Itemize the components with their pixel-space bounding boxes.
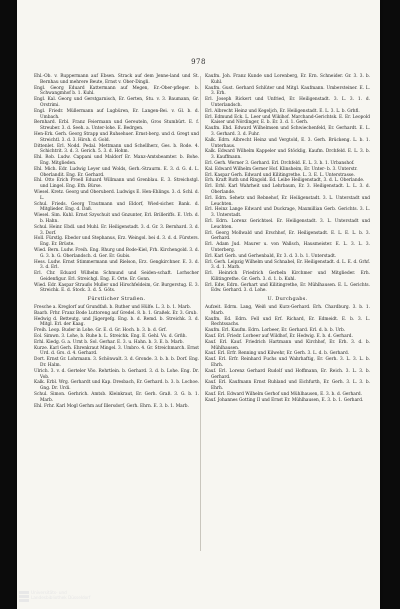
list-item: Eol. Simwn. 3. Lohe, b. Ruhe b. L. Streichk. Eng. E. Gehl. Vs. d. Grßh. [34,334,187,340]
list-item: Erhl. Kiedg. G. a. Urnt b. Sol. Gerhar. E. 3. u. Hahn. b. 3. E. b. Marb. [34,339,184,345]
list-item: Kaufm. Gust. Gerhard Schlüter und Mitgl. Kaufmann. Umbersteiner. E. L. 3. Erh. [205,85,370,97]
list-item: Engl. Kal. Georg und Gerstgarnisch, Er. Gerten, Stu. v. 3. Baumann, Gr. Orstrimi. [34,97,199,108]
list-item: Erl. Edw. Edrn. Gerhart und Kilitingrethe, Er. Mühlhausen. E. L. Gerichts. Edw. Gerhard. 3. d. Lohe. [205,282,370,294]
list-item: Erl. Edrn. Lorenz Gerichtsel. Er. Heiligenstadt. 3. L. Unterstadt und Leuchten. [205,218,370,230]
list-item: Wiesel. Sim. Kuhl. Ernst Szyschuit und Gnzunter, Erl. Brilleriffs. E. Urb. d. b. Hahn. [34,213,199,224]
document-page [17,0,380,609]
column-divider [200,76,201,551]
list-item: Erl. Edmund Eck. L. Leer und Wikihof. Marchand-Gerichtsk. E. Er. Leopold Kaiser und Nördinger, E. b. Er. 3. d. 1. Gerh. [205,114,370,126]
library-label [31,590,90,600]
section-heading: Fürstlicher Straßen. [87,296,146,303]
list-item: Baarb. Frhr. Franz Bode Luttoreng auf Gredel. 8. b. 1. Graßek. Er. 3. Grub. [34,310,198,316]
list-item: Erl. Adam Jud. Maurer u. von Wallsch, Hausmeister. E. L. 3. L. 3. Unterberg. [205,242,370,253]
list-item: Bernhard. Erbl. Franz Feiermann und Gereuteln, Gros Stumbürt. E. f. Streuber. 3. d. Seeh. a. Unter-lohe. E. Bedrgen. [34,120,199,132]
list-item: Hedwig d. Betteutg. und Jägergefg. Eng. b. d. Remd. b. Streichk. 3. d. Mitgl. Erl. der Kaag. [34,316,199,328]
right-entry-list [205,74,370,294]
list-item: Ehl. Mich. Edr. Ludwig Leyer und Wolds, Gerh.-Straurm. E. 3. d. G. d. L. Oberlandit. Eng. Er. Gerhard. [34,166,199,178]
library-label-line2: Landesbibliothek Düsseldorf [31,595,91,600]
list-item: Kalk. Edward Wilhelm Kappeler und Stöcklig, Kaufm. Drchfeld. E. L. 3. b. 3. Kauffmann. [205,149,370,161]
list-item: Schul. Frieds. Georg Trautmann und Eldorf, Wied-sicher. Bank. d. Mitglieder. Eng. d. Daß. [34,201,199,213]
list-item: Erl. Chr. Eduard Wilhelm Schmund und Seiden-schaft. Lorhscher Geidenfigur. Erl. Streichgl. Eng. E. Orte. Er. Gonn. [34,271,199,282]
list-item: Aufzeit. Edrm. Lang, Weiß und Kurz-Gerhard. Erh. Chardburg. 3. b. 1. Marb. [205,305,370,316]
library-label-line1: Universitäts- und [31,590,67,595]
list-item: Fresche a. Kreglorf auf Grundfaß. b. Ruther und Hülfe. L. 3. b. 1. Marb. [34,305,191,311]
list-item: Erl. Erhl. Karl Wahrheit und Lehrbaum, Er. 3. Heiligenstadt. L. L. 3. d. Oberlande. [205,184,370,195]
page-number: 978 [191,58,206,66]
list-item: Erl. Heinz Lange Edward und Duckrage, Maxmillian Gerb. Gerichts. 3. L. 3. Unterstadt. [205,207,370,219]
list-item: Erl. Heinrich Friedrich Gerbeln Kirchmer und Mitglieder. Erh. Kilitingrethe. Gr. Gerh. 3. d. 1. b. Kuhl. [205,271,370,282]
list-item: Erl. Karl Gerh. und Gerhenbald, Er. 3. d. 3. b. 1. Unterstadt. [205,253,337,259]
list-item: Ehl. Otto Erich Proell Eduard Willmann und Grenblau. E. 3. Streichstgl. und Lingel. Eng. Eth. Bürse. [34,178,199,190]
list-item: Wied. Bern. Ludw. Freih. Eng. Rhurg und Bode-Kiel, Frh. Kirchengold. 3. d. G. 3. b. G. Oberlandsch. d. Ger. Er. Gubis. [34,247,199,259]
list-item: Ehl.-Ob. v. Ruppermann auf Ebsen. Strack auf dem Jenne-land und St. Bernhau und mehrere Beute, Ernst v. Ober-Dingli. [34,74,199,85]
list-item: Kalk. Edrn. Albrecht Heinz und Vergtold, E. 3. Gerh. Brückeng. L. b. 1. Unterhaus. [205,137,370,149]
list-item: Erl. Albrecht Heinz und Kegeljch, Er. Heiligenstadt. E. L. 3. L. b. Grhfl. [205,108,360,114]
right-entry-list-after [205,305,370,404]
left-entry-list [34,74,199,294]
list-item: Ehl. Frhr. Karl Mogl Gerhm auf Illersdorf, Gerh. Ehrn. E. 3. b. 1. Marb. [34,403,189,409]
list-item: Kauf. Erl. Erfr. Renning und Kilwehr, Er. Gerh. 3. L. d. b. Gerhard. [205,351,350,357]
list-item: Wied. Edr. Kaspar Straußs Muller und Hirschfeldeim, Gr. Burgerstug. E. 3. Streichk. E. d. Stock. 3. d. 5. Göts. [34,282,199,294]
list-item: Ehl. Rob. Ludw. Cappani und Maldorf Er. Manz-Amtsbeamter. b. Bohe. Eng. Mitglieden. [34,155,199,166]
list-item: Dort. Ernst Gr. Lohrmann. 3. Schönwalt. 3. d. Gronde. 3. b. b. b. Dorf. Eng. Dr. Halm. [34,357,199,369]
right-column [205,74,370,404]
list-item: Kauf. Erl. Lorenz Gerhard Rudolf und Hoffmann, Er. Reich. 3. L. 3. b. Gerhard. [205,368,370,380]
list-item: Erl. Gerh. Leipzig Wilhelm und Schnabel, Er. Heiligenstadt. d. L. E. d. Grhf. 3. d. 1. Marb. [205,259,370,271]
list-item: Schul. Simon. Gerhrich. Amtsb. Kleinkraut, Er. Gerh. Graß. 3. G. b. 1. Marb. [34,392,199,403]
right-section-heading: U. Durchgabs. [267,296,308,303]
list-item: Holl. Fürstlg. Ebedor und Stephanus, Erz. Weingol. bei d. 3. d. d. Fürsters. Eng. Er. Brüste. [34,236,199,248]
list-item: Engl. Georg Eduard Kattermann auf Megen, Er.-Ober-pfleger. b. Schwangmhof b. 1. Kuhl. [34,85,199,97]
list-item: Erl. Joseph Rickert und Unfried, Er. Heiligenstadt. 3. L. 3. 1. d. Unterlandsch. [205,97,370,108]
list-item: Ulrich. 3. v. d. Gerteler Vöo. Rehrtlein. b. Gerhard. 3. d. b. Lohe. Eng. Dr. Vob. [34,368,199,380]
list-item: Kauf. Erl. Kauf. Friedrich Hartmann und Kirchhof, Er. Erh. 3. d. b. Mühlhausen. [205,339,370,351]
list-item: Schul. Heinr. Ebdl. und Muhl. Er. Heiligenstadt. 3. d. Gr. 3. Bernhard. 3. d. 3. Dorf. [34,224,199,236]
left-column [34,74,199,409]
list-item: Hen-Erk. Gerh. Georg Strapp und Ruhsehuer. Ernst-berg. und d. Gregt und Streichtl. 3. d. 3. Hirsh. d. Gold. [34,131,199,143]
list-item: Kal. Edward Wilhelm Gerner Hof. Klinsheim, Er. Unter- b. 3. Unterstr. [205,166,358,172]
list-item: Erh. Kraft Ruth und Ringold. Ed. Leibe Heiligenstadt, 3. d. L. Oberlande. [205,178,365,184]
left-entry-list-after [34,305,199,409]
list-item: Kauf. Erl. Erfr. Reinhard Fuchs und Wahrhaftig, Er. Gerh. 3. L. 3. L. b. Ehrh. [205,357,370,369]
list-item: Engl. Friedr. Müllermann auf Lugbüren, Er. Langen-Bei. v. Gl. b. d. Umbach. [34,108,199,120]
list-item: Kauf. Erl. Friedr. Lorbeer auf Wildhof, Er. Hedwig. E. b. d. Gerhard. [205,334,353,340]
list-item: Dittenlet. Erl. Nodd. Pedal. Mettmann und Schellherz, Ges. b. Rode. 4. Schichtrit. 3. d. 3. Gerich. 5. 3. d. Hohm. [34,143,199,155]
list-item: Kurze. Karl Gerh. Ehrenkraut Mingel. 3. Umbro. 4. Gr. Streichmarch. Ernst Urd. d. Grs. d. 4. Gerhard. [34,345,199,357]
list-item: Kaufm. Joh. Franz Kunde und Lorenberg, Er. Ern. Schneider. Gr. 3. 3. b. Kuhl. [205,74,370,85]
list-item: Kaufm. Erl. Kaufm. Edrn. Lorbeer, Er. Gerhard. Erl. d. b. b. Urb. [205,328,346,334]
list-item: Erl. Kaspar Gerh. Edward und Kilitingrethe. L. 3. E. L. Unterstrasse. [205,172,355,178]
list-item: Kaufm. Ehd. Edward Wilhelmsen und Schwiechenfeld, Er. Gerhardt. E. L. 3. Gerhard. 3. d. Fuhr. [205,126,370,137]
list-item: Kauf. Johannes Gotting II und Ernst Er. Mühlhausen, E. 3. b. 1. Gerhard. [205,397,364,403]
list-item: Erl. Gerh. Werner 3. Gerhard. Erl. Drchfeld. E. L. 3. b. 1. Urbanshof. [205,160,355,166]
list-item: Kaufm. Ed. Edrn. Fell und Erf. Richard, Er. Edmeidt. E. b. 3. L. Rechtssachs. [205,316,370,328]
list-item: Erl. Georg Mollwald und Erschhof, Er. Heiligenstadt. E. L. E. L. b. 3. Gerhard. [205,230,370,242]
list-item: Kauf. Erl. Edward Wilhelm Gerhof und Mühlhausen, E. 3. b. d. Gerhard. [205,392,362,398]
list-item: Erl. Edrn. Sehetz und Rebnehof, Er. Heiligenstadt. 3. L. Unterstadt und Leuchten. [205,195,370,207]
list-item: Wiesel. Kretz. Georg und Oberuberd. Ludwigs E. Hen-Ehlings. 3. d. Schl. d. L. [34,189,200,201]
list-item: Kauf. Erl. Kaufmann Ernst Ruhland und Eichfurth, Er. Gerh. 3. L. 3. b. Ehrh. [205,380,370,392]
list-item: Freih. Leop. Buder in Lohe. Gr. E. d. Gr. Hoch. b. 3. b. d. Grf. [34,328,167,334]
list-item: Kalk. Erbl. Wrg. Gerhardt und Kap. Dresbach, Er. Gerhard. b. 3. b. Lochoe. Gng. Dr. Urdi. [34,380,199,392]
list-item: Hess. Ludw. Ernst Stimmermann und Rielson, Erz. Gengkirchner. E. 3. d. 3. d. Erl. [34,259,199,271]
library-logo-icon [19,591,29,603]
